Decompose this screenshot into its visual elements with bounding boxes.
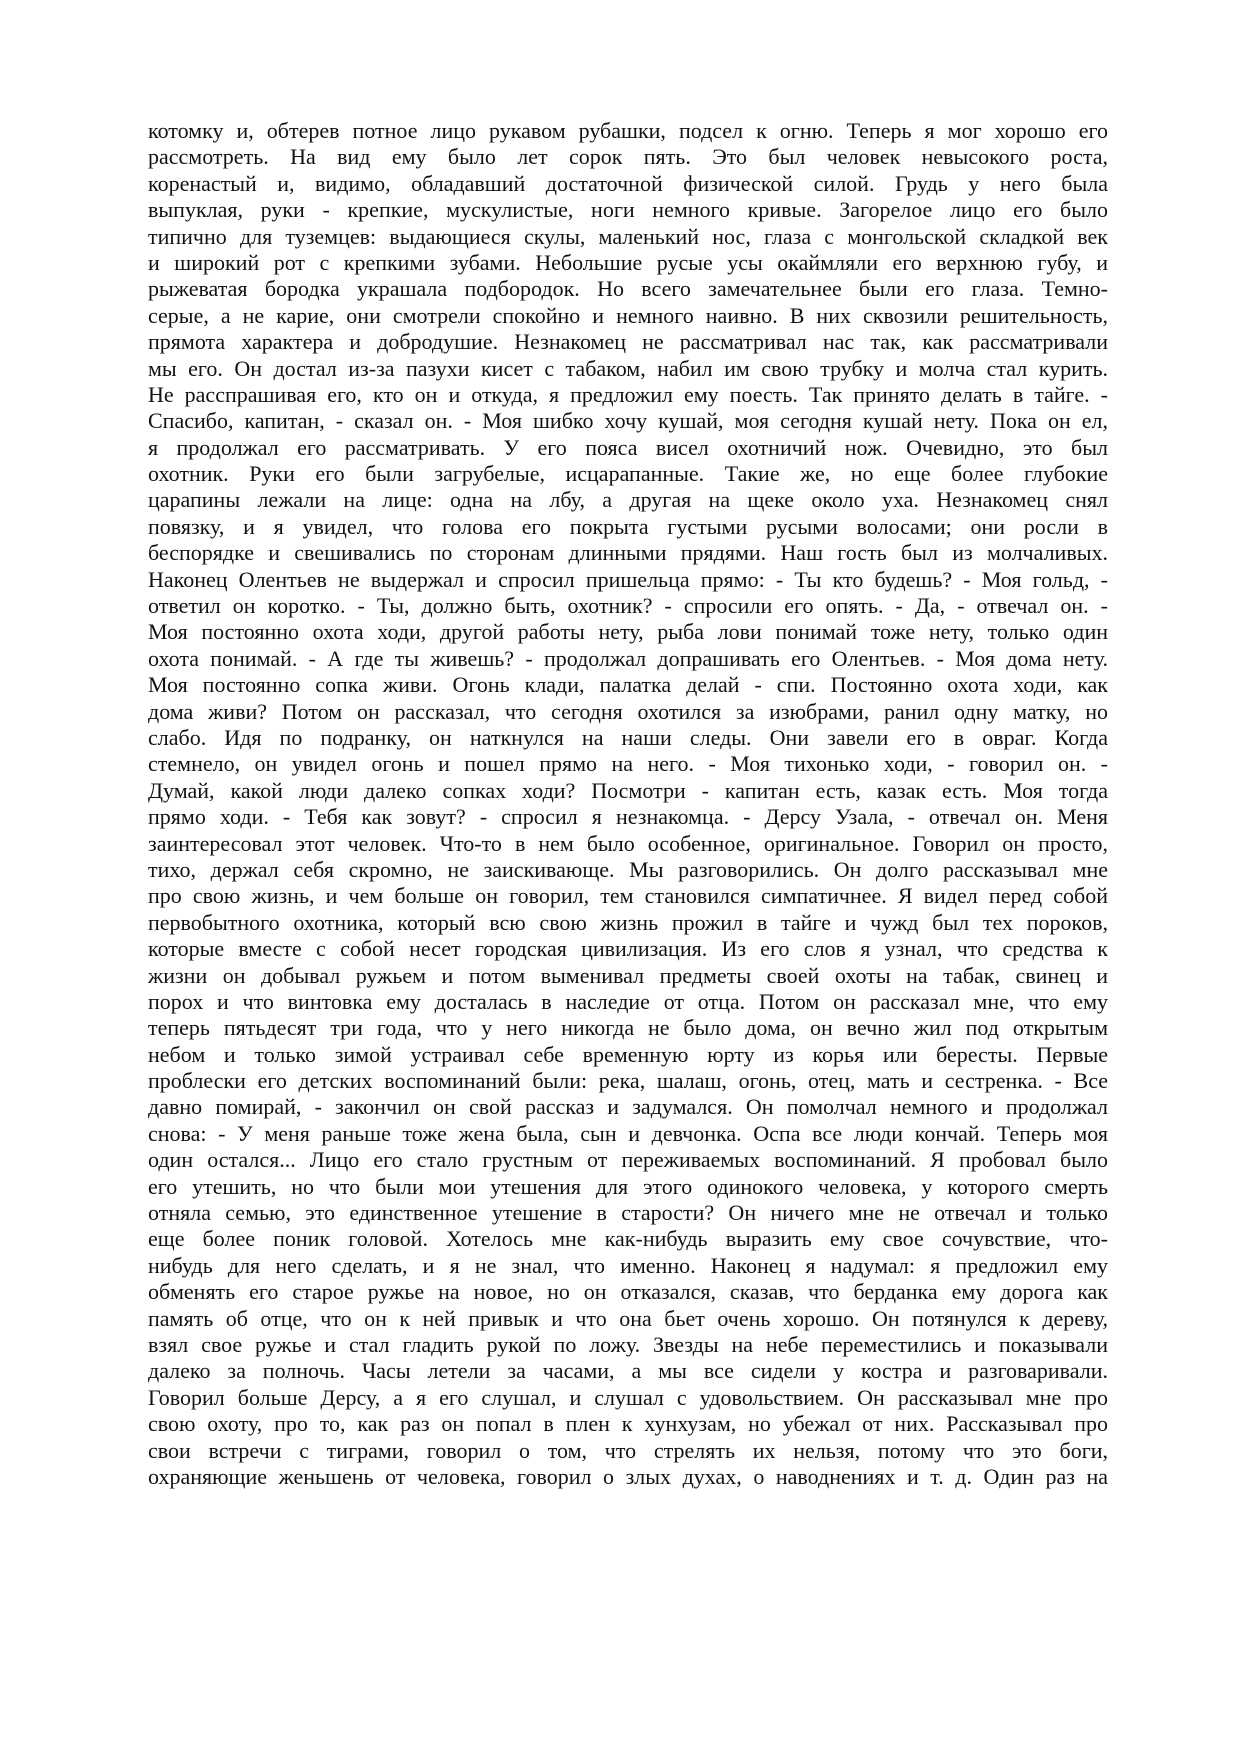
text-line: типично для туземцев: выдающиеся скулы, маленький нос, глаза с монгольской складкой век [148, 223, 1108, 249]
text-line: свои встречи с тиграми, говорил о том, что стрелять их нельзя, потому что это боги, [148, 1437, 1108, 1463]
text-line: память об отце, что он к ней привык и что она бьет очень хорошо. Он потянулся к дереву, [148, 1305, 1108, 1331]
body-text [148, 118, 1108, 1490]
text-line: проблески его детских воспоминаний были: река, шалаш, огонь, отец, мать и сестренка. - Все [148, 1068, 1108, 1094]
text-line: Не расспрашивая его, кто он и откуда, я предложил ему поесть. Так принято делать в тайге. - [148, 381, 1108, 407]
text-line: и широкий рот с крепкими зубами. Небольшие русые усы окаймляли его верхнюю губу, и [148, 249, 1108, 275]
text-line: первобытного охотника, который всю свою жизнь прожил в тайге и чужд был тех пороков, [148, 909, 1108, 935]
text-line: про свою жизнь, и чем больше он говорил, тем становился симпатичнее. Я видел перед собой [148, 883, 1108, 909]
text-line: дома живи? Потом он рассказал, что сегодня охотился за изюбрами, ранил одну матку, но [148, 698, 1108, 724]
text-line: обменять его старое ружье на новое, но он отказался, сказав, что берданка ему дорога как [148, 1279, 1108, 1305]
text-line: далеко за полночь. Часы летели за часами, а мы все сидели у костра и разговаривали. [148, 1358, 1108, 1384]
text-line: один остался... Лицо его стало грустным от переживаемых воспоминаний. Я пробовал было [148, 1147, 1108, 1173]
text-line: котомку и, обтерев потное лицо рукавом рубашки, подсел к огню. Теперь я мог хорошо его [148, 118, 1108, 143]
text-line: слабо. Идя по подранку, он наткнулся на наши следы. Они завели его в овраг. Когда [148, 724, 1108, 750]
text-line: еще более поник головой. Хотелось мне как-нибудь выразить ему свое сочувствие, что- [148, 1226, 1108, 1252]
text-line: тихо, держал себя скромно, не заискивающе. Мы разговорились. Он долго рассказывал мне [148, 856, 1108, 882]
text-line: порох и что винтовка ему досталась в наследие от отца. Потом он рассказал мне, что ему [148, 988, 1108, 1014]
text-line: рыжеватая бородка украшала подбородок. Но всего замечательнее были его глаза. Темно- [148, 276, 1108, 302]
text-line: взял свое ружье и стал гладить рукой по ложу. Звезды на небе переместились и показывали [148, 1331, 1108, 1357]
text-line: Думай, какой люди далеко сопках ходи? Посмотри - капитан есть, казак есть. Моя тогда [148, 777, 1108, 803]
text-line: я продолжал его рассматривать. У его пояса висел охотничий нож. Очевидно, это был [148, 434, 1108, 460]
text-line: царапины лежали на лице: одна на лбу, а другая на щеке около уха. Незнакомец снял [148, 487, 1108, 513]
text-line: Моя постоянно сопка живи. Огонь клади, палатка делай - спи. Постоянно охота ходи, как [148, 672, 1108, 698]
text-line: рассмотреть. На вид ему было лет сорок пять. Это был человек невысокого роста, [148, 144, 1108, 170]
text-line: коренастый и, видимо, обладавший достаточной физической силой. Грудь у него была [148, 170, 1108, 196]
text-line: стемнело, он увидел огонь и пошел прямо на него. - Моя тихонько ходи, - говорил он. - [148, 751, 1108, 777]
text-line: охраняющие женьшень от человека, говорил о злых духах, о наводнениях и т. д. Один раз на [148, 1463, 1108, 1489]
text-line: выпуклая, руки - крепкие, мускулистые, ноги немного кривые. Загорелое лицо его было [148, 197, 1108, 223]
text-line: мы его. Он достал из-за пазухи кисет с табаком, набил им свою трубку и молча стал курить. [148, 355, 1108, 381]
text-line: отняла семью, это единственное утешение в старости? Он ничего мне не отвечал и только [148, 1200, 1108, 1226]
text-line: Моя постоянно охота ходи, другой работы нету, рыба лови понимай тоже нету, только один [148, 619, 1108, 645]
text-line: Наконец Олентьев не выдержал и спросил пришельца прямо: - Ты кто будешь? - Моя гольд, - [148, 566, 1108, 592]
text-line: повязку, и я увидел, что голова его покрыта густыми русыми волосами; они росли в [148, 513, 1108, 539]
text-line: нибудь для него сделать, и я не знал, что именно. Наконец я надумал: я предложил ему [148, 1252, 1108, 1278]
text-line: теперь пятьдесят три года, что у него никогда не было дома, он вечно жил под открытым [148, 1015, 1108, 1041]
text-line: охота понимай. - А где ты живешь? - продолжал допрашивать его Олентьев. - Моя дома нету. [148, 645, 1108, 671]
text-line: серые, а не карие, они смотрели спокойно и немного наивно. В них сквозили решительность, [148, 302, 1108, 328]
text-line: небом и только зимой устраивал себе временную юрту из корья или бересты. Первые [148, 1041, 1108, 1067]
text-line: беспорядке и свешивались по сторонам длинными прядями. Наш гость был из молчаливых. [148, 540, 1108, 566]
text-line: давно помирай, - закончил он свой рассказ и задумался. Он помолчал немного и продолжал [148, 1094, 1108, 1120]
text-line: заинтересовал этот человек. Что-то в нем было особенное, оригинальное. Говорил он просто, [148, 830, 1108, 856]
text-line: прямота характера и добродушие. Незнакомец не рассматривал нас так, как рассматривали [148, 329, 1108, 355]
text-line: Говорил больше Дерсу, а я его слушал, и слушал с удовольствием. Он рассказывал мне про [148, 1384, 1108, 1410]
text-line: его утешить, но что были мои утешения для этого одинокого человека, у которого смерть [148, 1173, 1108, 1199]
text-line: свою охоту, про то, как раз он попал в плен к хунхузам, но убежал от них. Рассказывал про [148, 1411, 1108, 1437]
text-line: снова: - У меня раньше тоже жена была, сын и девчонка. Оспа все люди кончай. Теперь моя [148, 1120, 1108, 1146]
text-line: ответил он коротко. - Ты, должно быть, охотник? - спросили его опять. - Да, - отвечал он. - [148, 593, 1108, 619]
text-line: Спасибо, капитан, - сказал он. - Моя шибко хочу кушай, моя сегодня кушай нету. Пока он ел, [148, 408, 1108, 434]
text-line: охотник. Руки его были загрубелые, исцарапанные. Такие же, но еще более глубокие [148, 461, 1108, 487]
text-line: которые вместе с собой несет городская цивилизация. Из его слов я узнал, что средства к [148, 936, 1108, 962]
text-line: прямо ходи. - Тебя как зовут? - спросил я незнакомца. - Дерсу Узала, - отвечал он. Меня [148, 804, 1108, 830]
text-line: жизни он добывал ружьем и потом выменивал предметы своей охоты на табак, свинец и [148, 962, 1108, 988]
